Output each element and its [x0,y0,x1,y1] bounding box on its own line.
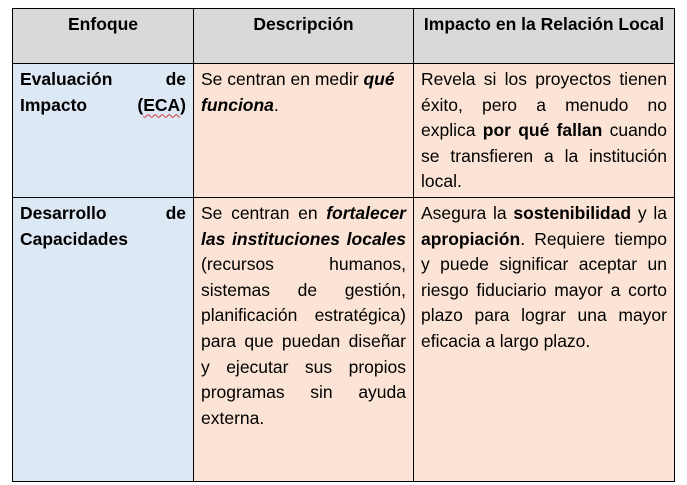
descripcion-cap-text-a: Se centran en [201,202,327,223]
impacto-cap-emphasis-2: apropiación [421,228,521,249]
descripcion-cap-emphasis: fortalecer las instituciones locales [201,202,406,249]
header-descripcion: Descripción [194,9,414,64]
cell-enfoque-eca [13,64,194,198]
enfoque-eca-text-b: ) [180,94,186,115]
descripcion-eca-text-a: Se centran en medir [201,69,364,89]
cell-descripcion-capacidades [194,197,414,481]
impacto-eca-text-a: Revela si los proyectos tienen éxito, pero a menudo no explica [421,69,667,141]
impacto-eca-emphasis: por qué fallan [482,120,603,141]
header-row [13,9,675,64]
descripcion-eca-emphasis: qué funciona [201,69,395,115]
impacto-cap-text-b: y la [631,202,667,223]
cell-descripcion-eca [194,64,414,198]
impacto-eca-text-b: cuando se transfieren a la institución local. [421,120,667,192]
cell-impacto-capacidades [414,197,675,481]
comparison-table [12,8,675,482]
impacto-cap-text-a: Asegura la [421,202,514,223]
eca-abbreviation: ECA [143,94,181,115]
header-enfoque: Enfoque [13,9,194,64]
descripcion-cap-text-b: (recursos humanos, sistemas de gestión, planificación estratégica) para que puedan diseñar y ejecutar sus propios programas sin ayuda externa. [201,254,406,428]
enfoque-eca-text-a: Evaluación de Impacto ( [20,69,186,115]
descripcion-eca-text-b: . [273,94,279,115]
header-impacto: Impacto en la Relación Local [414,9,675,64]
table-row-eca [13,64,675,198]
impacto-cap-emphasis-1: sostenibilidad [513,202,632,223]
table-row-capacidades [13,197,675,481]
impacto-cap-text-c: . Requiere tiempo y puede significar aceptar un riesgo fiduciario mayor a corto plazo para lograr una mayor eficacia a largo plazo. [421,228,667,351]
cell-impacto-eca [414,64,675,198]
cell-enfoque-capacidades: Desarrollo de Capacidades [13,197,194,481]
